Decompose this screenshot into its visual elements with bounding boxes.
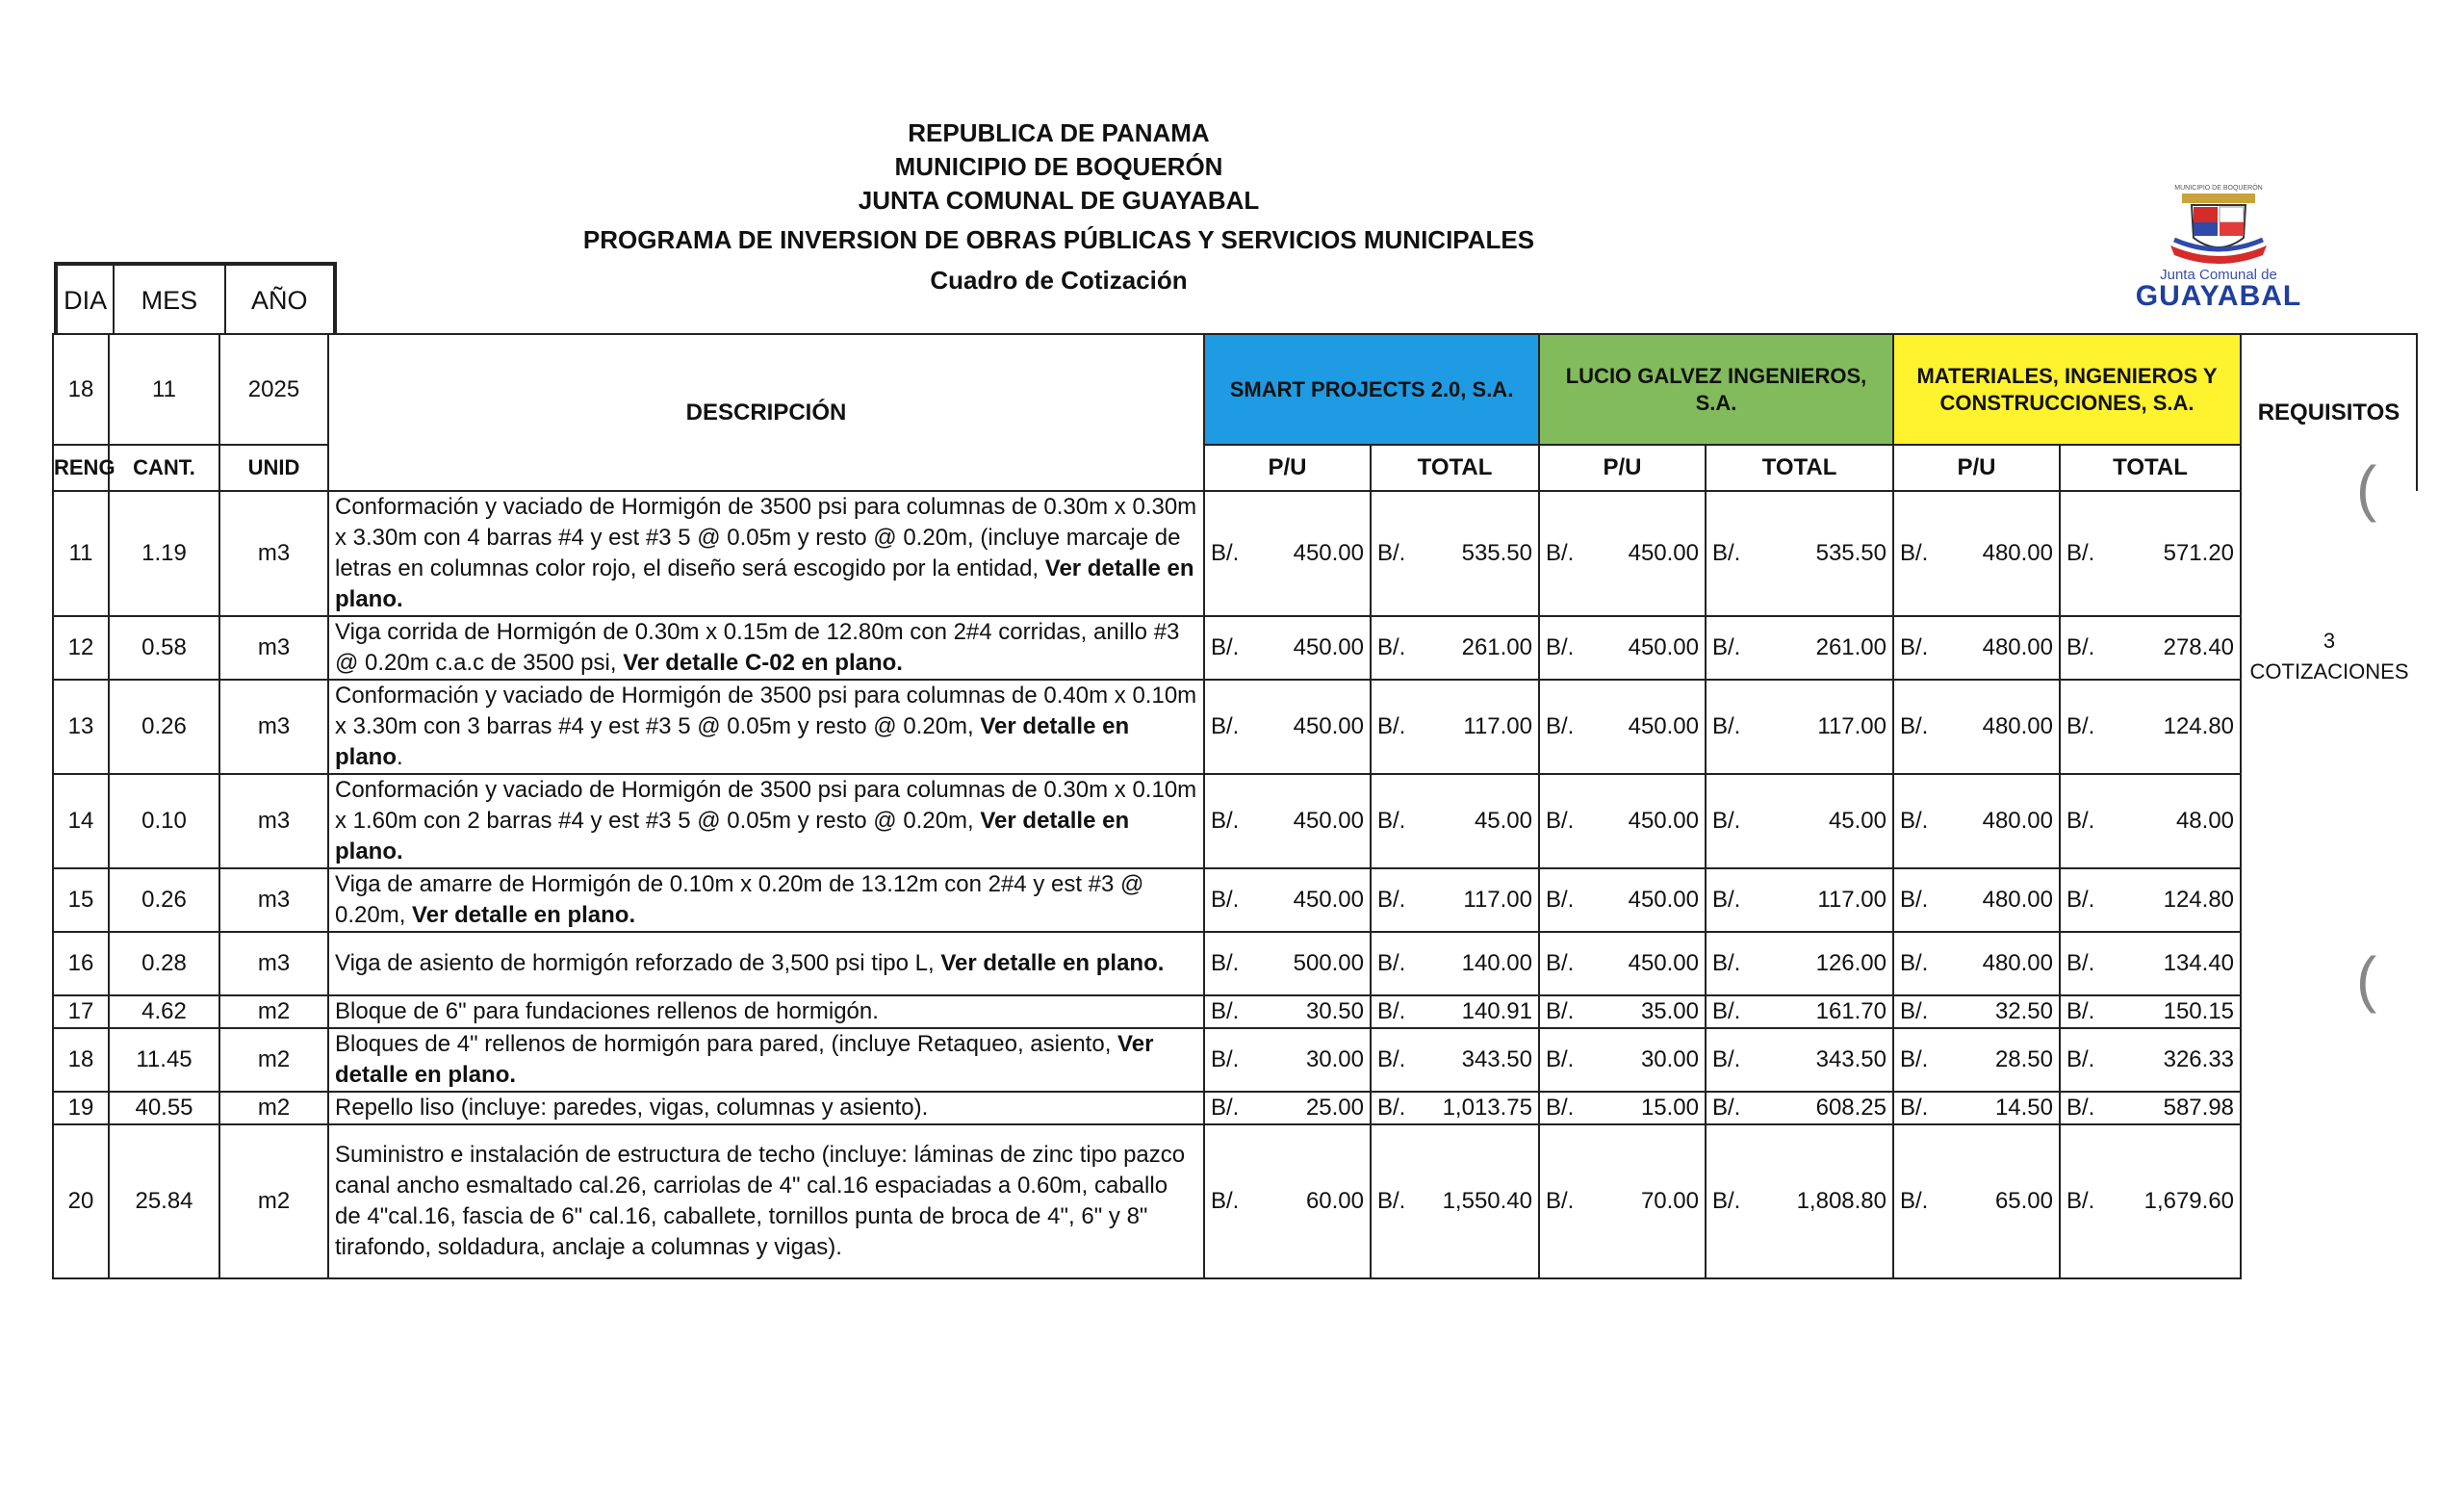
reng-cell: 14	[53, 774, 109, 868]
description-text: Bloque de 6" para fundaciones rellenos de hormigón.	[335, 998, 879, 1024]
vendor-2-pu-cell	[1539, 868, 1706, 932]
amount: 480.00	[1982, 540, 2053, 566]
amount: 30.00	[1640, 1046, 1699, 1072]
vendor-2-pu-cell	[1539, 1028, 1706, 1092]
description-text: Conformación y vaciado de Hormigón de 3500 psi para columnas de 0.30m x 0.30m x 3.30m con 4 barras #4 y est #3 5 @ 0.05m y resto @ 0.20m, (incluye marcaje de letras en columnas color rojo, el diseño será escogido por la entidad,	[335, 494, 1197, 581]
vendor-2-total-cell	[1706, 1028, 1893, 1092]
vendor-1-pu-cell	[1204, 680, 1371, 774]
amount: 25.00	[1305, 1095, 1364, 1121]
currency-symbol: B/.	[1712, 540, 1741, 566]
vendor-3-pu-cell	[1893, 491, 2060, 616]
year-label: AÑO	[251, 285, 308, 315]
amount: 450.00	[1293, 887, 1364, 913]
amount: 450.00	[1293, 540, 1364, 566]
vendor-3-pu-cell	[1893, 774, 2060, 868]
vendor-2-total-cell	[1706, 1124, 1893, 1278]
amount: 35.00	[1640, 998, 1699, 1024]
description-text: Conformación y vaciado de Hormigón de 3500 psi para columnas de 0.30m x 0.10m x 1.60m con 2 barras #4 y est #3 5 @ 0.05m y resto @ 0.20m,	[335, 777, 1197, 834]
reng-cell: 17	[53, 995, 109, 1028]
unid-cell: m2	[219, 1124, 328, 1278]
amount: 535.50	[1815, 540, 1886, 566]
currency-symbol: B/.	[1900, 713, 1929, 739]
description-header: DESCRIPCIÓN	[328, 334, 1204, 491]
currency-symbol: B/.	[2066, 887, 2095, 913]
cant-header: CANT.	[109, 445, 219, 491]
currency-symbol: B/.	[1546, 808, 1575, 834]
unid-header: UNID	[219, 445, 328, 491]
vendor-2-pu-cell	[1539, 616, 1706, 680]
currency-symbol: B/.	[1377, 998, 1406, 1024]
description-text: Viga de asiento de hormigón reforzado de 3,500 psi tipo L,	[335, 950, 941, 976]
vendor-1-total-cell	[1371, 1092, 1539, 1124]
currency-symbol: B/.	[2066, 1188, 2095, 1214]
currency-symbol: B/.	[1377, 950, 1406, 976]
amount: 261.00	[1815, 634, 1886, 660]
amount: 1,808.80	[1796, 1188, 1886, 1214]
vendor-2-total-cell	[1706, 491, 1893, 616]
vendor-1-total-cell	[1371, 932, 1539, 995]
reng-cell: 16	[53, 932, 109, 995]
description-bold-note: Ver detalle en plano.	[335, 808, 1130, 864]
currency-symbol: B/.	[1546, 998, 1575, 1024]
vendor-3-header: MATERIALES, INGENIEROS Y CONSTRUCCIONES, S.A.	[1893, 334, 2241, 445]
vendor-2-pu-cell	[1539, 491, 1706, 616]
vendor-2-header: LUCIO GALVEZ INGENIEROS, S.A.	[1539, 334, 1893, 445]
unid-cell: m3	[219, 680, 328, 774]
description-text: Conformación y vaciado de Hormigón de 3500 psi para columnas de 0.40m x 0.10m x 3.30m con 3 barras #4 y est #3 5 @ 0.05m y resto @ 0.20m,	[335, 683, 1197, 739]
currency-symbol: B/.	[1900, 1188, 1929, 1214]
vendor-1-pu-cell	[1204, 932, 1371, 995]
currency-symbol: B/.	[1211, 1046, 1240, 1072]
amount: 1,679.60	[2143, 1188, 2235, 1214]
currency-symbol: B/.	[1900, 1095, 1929, 1121]
description-text: Suministro e instalación de estructura de techo (incluye: láminas de zinc tipo pazco canal ancho esmaltado cal.26, carriolas de 4" cal.16 espaciadas a 0.60m, caballo de 4"cal.16, fascia de 6" cal.16, caballete, tornillos punta de broca de 4", 6" y 8" tirafondo, soldadura, anclaje a columnas y vigas).	[335, 1142, 1186, 1260]
currency-symbol: B/.	[1900, 887, 1929, 913]
reng-cell: 19	[53, 1092, 109, 1124]
vendor-1-total-cell	[1371, 995, 1539, 1028]
cant-cell: 0.26	[109, 680, 219, 774]
description-bold-note: Ver detalle en plano.	[335, 555, 1194, 612]
currency-symbol: B/.	[1900, 950, 1929, 976]
amount: 500.00	[1293, 950, 1364, 976]
reng-cell: 20	[53, 1124, 109, 1278]
vendor-1-total-cell	[1371, 1028, 1539, 1092]
currency-symbol: B/.	[1211, 887, 1240, 913]
vendor-2-pu-cell	[1539, 1092, 1706, 1124]
amount: 134.40	[2163, 950, 2235, 976]
amount: 126.00	[1815, 950, 1886, 976]
description-bold-note: Ver detalle C-02 en plano.	[623, 650, 903, 676]
vendor-2-total-cell	[1706, 868, 1893, 932]
vendor-3-pu-cell	[1893, 995, 2060, 1028]
description-cell	[328, 774, 1204, 868]
vendor-1-pu-cell	[1204, 1028, 1371, 1092]
amount: 343.50	[1815, 1046, 1886, 1072]
amount: 450.00	[1293, 713, 1364, 739]
description-bold-note: Ver detalle en plano.	[412, 902, 636, 928]
currency-symbol: B/.	[1377, 634, 1406, 660]
description-cell	[328, 1092, 1204, 1124]
unid-cell: m2	[219, 1092, 328, 1124]
currency-symbol: B/.	[2066, 1095, 2095, 1121]
title-municipality: MUNICIPIO DE BOQUERÓN	[894, 152, 1223, 181]
currency-symbol: B/.	[1712, 808, 1741, 834]
cant-cell: 0.58	[109, 616, 219, 680]
reng-cell: 13	[53, 680, 109, 774]
amount: 15.00	[1640, 1095, 1699, 1121]
amount: 480.00	[1982, 887, 2053, 913]
day-label: DIA	[58, 266, 115, 335]
currency-symbol: B/.	[1900, 808, 1929, 834]
vendor-3-total-cell	[2060, 1028, 2241, 1092]
title-country: REPUBLICA DE PANAMA	[908, 118, 1210, 147]
amount: 1,013.75	[1442, 1095, 1532, 1121]
currency-symbol: B/.	[1377, 887, 1406, 913]
amount: 124.80	[2163, 713, 2235, 739]
amount: 571.20	[2163, 540, 2235, 566]
currency-symbol: B/.	[1900, 998, 1929, 1024]
reng-cell: 18	[53, 1028, 109, 1092]
vendor-3-total-cell	[2060, 491, 2241, 616]
currency-symbol: B/.	[1377, 808, 1406, 834]
amount: 140.00	[1461, 950, 1532, 976]
currency-symbol: B/.	[2066, 950, 2095, 976]
vendor-1-pu-cell	[1204, 491, 1371, 616]
currency-symbol: B/.	[1546, 887, 1575, 913]
amount: 117.00	[1817, 887, 1886, 913]
amount: 48.00	[2175, 808, 2235, 834]
currency-symbol: B/.	[1546, 1046, 1575, 1072]
table-row	[53, 1124, 2417, 1278]
svg-text:MUNICIPIO DE BOQUERÓN: MUNICIPIO DE BOQUERÓN	[2174, 185, 2263, 192]
currency-symbol: B/.	[1211, 1188, 1240, 1214]
currency-symbol: B/.	[2066, 634, 2095, 660]
logo-name: GUAYABAL	[2135, 280, 2302, 312]
vendor-2-pu-cell	[1539, 680, 1706, 774]
vendor-1-pu-cell	[1204, 774, 1371, 868]
vendor-1-pu-cell	[1204, 616, 1371, 680]
vendor-2-pu-cell	[1539, 774, 1706, 868]
vendor-1-header: SMART PROJECTS 2.0, S.A.	[1204, 334, 1539, 445]
currency-symbol: B/.	[1377, 1188, 1406, 1214]
cant-cell: 40.55	[109, 1092, 219, 1124]
description-text: Viga de amarre de Hormigón de 0.10m x 0.20m de 13.12m con 2#4 y est #3 @ 0.20m,	[335, 871, 1144, 928]
amount: 32.50	[1994, 998, 2053, 1024]
currency-symbol: B/.	[1712, 634, 1741, 660]
date-year: 2025	[219, 334, 328, 445]
vendor-2-pu-cell	[1539, 932, 1706, 995]
month-label: MES	[115, 266, 225, 335]
cant-cell: 0.26	[109, 868, 219, 932]
description-cell	[328, 995, 1204, 1028]
guayabal-logo	[2113, 178, 2324, 312]
table-row	[53, 1092, 2417, 1124]
table-row	[53, 680, 2417, 774]
amount: 450.00	[1628, 540, 1699, 566]
description-bold-note: Ver detalle en plano.	[940, 950, 1165, 976]
vendor-2-pu-cell	[1539, 1124, 1706, 1278]
table-row	[53, 995, 2417, 1028]
amount: 480.00	[1982, 634, 2053, 660]
table-row	[53, 491, 2417, 616]
description-cell	[328, 868, 1204, 932]
currency-symbol: B/.	[1546, 1188, 1575, 1214]
vendor-2-total-header: TOTAL	[1706, 445, 1893, 491]
vendor-3-total-cell	[2060, 868, 2241, 932]
amount: 480.00	[1982, 808, 2053, 834]
binder-hole-icon: (	[2356, 453, 2377, 523]
requisitos-cell: 3 COTIZACIONES	[2241, 491, 2417, 1278]
vendor-2-pu-header: P/U	[1539, 445, 1706, 491]
date-header-box	[54, 262, 337, 335]
description-text: Bloques de 4" rellenos de hormigón para pared, (incluye Retaqueo, asiento,	[335, 1031, 1118, 1057]
amount: 450.00	[1628, 887, 1699, 913]
amount: 124.80	[2163, 887, 2235, 913]
currency-symbol: B/.	[1377, 1046, 1406, 1072]
vendor-2-total-cell	[1706, 774, 1893, 868]
vendor-3-total-cell	[2060, 932, 2241, 995]
quotation-table	[52, 333, 2418, 1279]
binder-hole-icon: (	[2356, 944, 2377, 1014]
vendor-3-pu-cell	[1893, 1092, 2060, 1124]
reng-cell: 15	[53, 868, 109, 932]
vendor-2-total-cell	[1706, 995, 1893, 1028]
currency-symbol: B/.	[1712, 1046, 1741, 1072]
amount: 161.70	[1815, 998, 1886, 1024]
vendor-3-pu-cell	[1893, 932, 2060, 995]
amount: 450.00	[1628, 808, 1699, 834]
amount: 450.00	[1628, 634, 1699, 660]
currency-symbol: B/.	[1546, 713, 1575, 739]
description-cell	[328, 1124, 1204, 1278]
vendor-3-pu-header: P/U	[1893, 445, 2060, 491]
title-program: PROGRAMA DE INVERSION DE OBRAS PÚBLICAS Y SERVICIOS MUNICIPALES	[582, 225, 1535, 254]
currency-symbol: B/.	[1377, 540, 1406, 566]
amount: 278.40	[2163, 634, 2235, 660]
unid-cell: m3	[219, 774, 328, 868]
amount: 14.50	[1994, 1095, 2053, 1121]
currency-symbol: B/.	[2066, 1046, 2095, 1072]
description-cell	[328, 491, 1204, 616]
currency-symbol: B/.	[1900, 540, 1929, 566]
currency-symbol: B/.	[1712, 950, 1741, 976]
coat-of-arms-icon	[2113, 178, 2324, 270]
unid-cell: m3	[219, 616, 328, 680]
logo-caption: Junta Comunal de	[2160, 267, 2277, 283]
vendor-1-pu-cell	[1204, 1124, 1371, 1278]
amount: 480.00	[1982, 713, 2053, 739]
amount: 117.00	[1817, 713, 1886, 739]
currency-symbol: B/.	[1546, 634, 1575, 660]
vendor-3-total-cell	[2060, 1092, 2241, 1124]
description-cell	[328, 680, 1204, 774]
table-row	[53, 1028, 2417, 1092]
currency-symbol: B/.	[1546, 950, 1575, 976]
amount: 28.50	[1994, 1046, 2053, 1072]
currency-symbol: B/.	[1211, 540, 1240, 566]
currency-symbol: B/.	[1712, 713, 1741, 739]
table-row	[53, 932, 2417, 995]
amount: 480.00	[1982, 950, 2053, 976]
amount: 1,550.40	[1442, 1188, 1532, 1214]
vendor-3-total-cell	[2060, 995, 2241, 1028]
reng-header: RENG	[53, 445, 109, 491]
vendor-1-pu-cell	[1204, 1092, 1371, 1124]
title-cuadro: Cuadro de Cotización	[930, 266, 1188, 295]
currency-symbol: B/.	[1211, 634, 1240, 660]
amount: 450.00	[1293, 808, 1364, 834]
reng-cell: 11	[53, 491, 109, 616]
requisitos-header: REQUISITOS	[2241, 334, 2417, 491]
vendor-1-total-cell	[1371, 680, 1539, 774]
cant-cell: 25.84	[109, 1124, 219, 1278]
currency-symbol: B/.	[2066, 540, 2095, 566]
reng-cell: 12	[53, 616, 109, 680]
table-row	[53, 774, 2417, 868]
unid-cell: m3	[219, 491, 328, 616]
currency-symbol: B/.	[1712, 998, 1741, 1024]
unid-cell: m2	[219, 1028, 328, 1092]
cant-cell: 11.45	[109, 1028, 219, 1092]
currency-symbol: B/.	[1377, 713, 1406, 739]
description-bold-note: Ver detalle en plano.	[335, 1031, 1154, 1088]
vendor-1-pu-header: P/U	[1204, 445, 1371, 491]
amount: 450.00	[1628, 713, 1699, 739]
amount: 261.00	[1461, 634, 1532, 660]
table-row	[53, 616, 2417, 680]
table-row	[53, 868, 2417, 932]
currency-symbol: B/.	[1211, 950, 1240, 976]
vendor-3-pu-cell	[1893, 1028, 2060, 1092]
amount: 535.50	[1461, 540, 1532, 566]
currency-symbol: B/.	[1377, 1095, 1406, 1121]
vendor-1-total-cell	[1371, 774, 1539, 868]
description-tail: .	[397, 744, 403, 770]
vendor-1-total-cell	[1371, 616, 1539, 680]
amount: 45.00	[1828, 808, 1886, 834]
vendor-3-total-cell	[2060, 774, 2241, 868]
amount: 587.98	[2163, 1095, 2235, 1121]
amount: 608.25	[1815, 1095, 1886, 1121]
unid-cell: m3	[219, 932, 328, 995]
cant-cell: 4.62	[109, 995, 219, 1028]
amount: 343.50	[1461, 1046, 1532, 1072]
currency-symbol: B/.	[1211, 998, 1240, 1024]
date-day: 18	[53, 334, 109, 445]
vendor-3-pu-cell	[1893, 868, 2060, 932]
vendor-1-total-cell	[1371, 1124, 1539, 1278]
amount: 150.15	[2163, 998, 2235, 1024]
amount: 450.00	[1628, 950, 1699, 976]
vendor-3-total-header: TOTAL	[2060, 445, 2241, 491]
currency-symbol: B/.	[1546, 540, 1575, 566]
amount: 140.91	[1461, 998, 1532, 1024]
description-cell	[328, 616, 1204, 680]
vendor-1-pu-cell	[1204, 995, 1371, 1028]
vendor-3-pu-cell	[1893, 680, 2060, 774]
cant-cell: 1.19	[109, 491, 219, 616]
currency-symbol: B/.	[1546, 1095, 1575, 1121]
date-month: 11	[109, 334, 219, 445]
vendor-1-total-cell	[1371, 868, 1539, 932]
vendor-2-total-cell	[1706, 1092, 1893, 1124]
vendor-2-total-cell	[1706, 680, 1893, 774]
currency-symbol: B/.	[2066, 998, 2095, 1024]
currency-symbol: B/.	[1211, 713, 1240, 739]
currency-symbol: B/.	[1900, 634, 1929, 660]
vendor-2-pu-cell	[1539, 995, 1706, 1028]
amount: 60.00	[1305, 1188, 1364, 1214]
currency-symbol: B/.	[1712, 887, 1741, 913]
description-cell	[328, 932, 1204, 995]
currency-symbol: B/.	[2066, 808, 2095, 834]
vendor-3-total-cell	[2060, 1124, 2241, 1278]
description-text: Repello liso (incluye: paredes, vigas, columnas y asiento).	[335, 1095, 929, 1121]
currency-symbol: B/.	[1211, 808, 1240, 834]
currency-symbol: B/.	[2066, 713, 2095, 739]
currency-symbol: B/.	[1712, 1188, 1741, 1214]
vendor-3-pu-cell	[1893, 616, 2060, 680]
currency-symbol: B/.	[1211, 1095, 1240, 1121]
amount: 450.00	[1293, 634, 1364, 660]
currency-symbol: B/.	[1900, 1046, 1929, 1072]
unid-cell: m2	[219, 995, 328, 1028]
amount: 30.00	[1305, 1046, 1364, 1072]
vendor-3-pu-cell	[1893, 1124, 2060, 1278]
description-bold-note: Ver detalle en plano	[335, 713, 1130, 770]
vendor-1-pu-cell	[1204, 868, 1371, 932]
cant-cell: 0.28	[109, 932, 219, 995]
description-cell	[328, 1028, 1204, 1092]
amount: 117.00	[1463, 713, 1532, 739]
vendor-1-total-cell	[1371, 491, 1539, 616]
vendor-3-total-cell	[2060, 616, 2241, 680]
amount: 326.33	[2163, 1046, 2235, 1072]
title-junta: JUNTA COMUNAL DE GUAYABAL	[858, 186, 1260, 215]
currency-symbol: B/.	[1712, 1095, 1741, 1121]
amount: 30.50	[1305, 998, 1364, 1024]
vendor-1-total-header: TOTAL	[1371, 445, 1539, 491]
vendor-2-total-cell	[1706, 932, 1893, 995]
vendor-3-total-cell	[2060, 680, 2241, 774]
amount: 117.00	[1463, 887, 1532, 913]
vendor-2-total-cell	[1706, 616, 1893, 680]
description-text: Viga corrida de Hormigón de 0.30m x 0.15m de 12.80m con 2#4 corridas, anillo #3 @ 0.20m c.a.c de 3500 psi,	[335, 619, 1180, 676]
amount: 45.00	[1474, 808, 1532, 834]
cant-cell: 0.10	[109, 774, 219, 868]
amount: 70.00	[1640, 1188, 1699, 1214]
unid-cell: m3	[219, 868, 328, 932]
amount: 65.00	[1994, 1188, 2053, 1214]
